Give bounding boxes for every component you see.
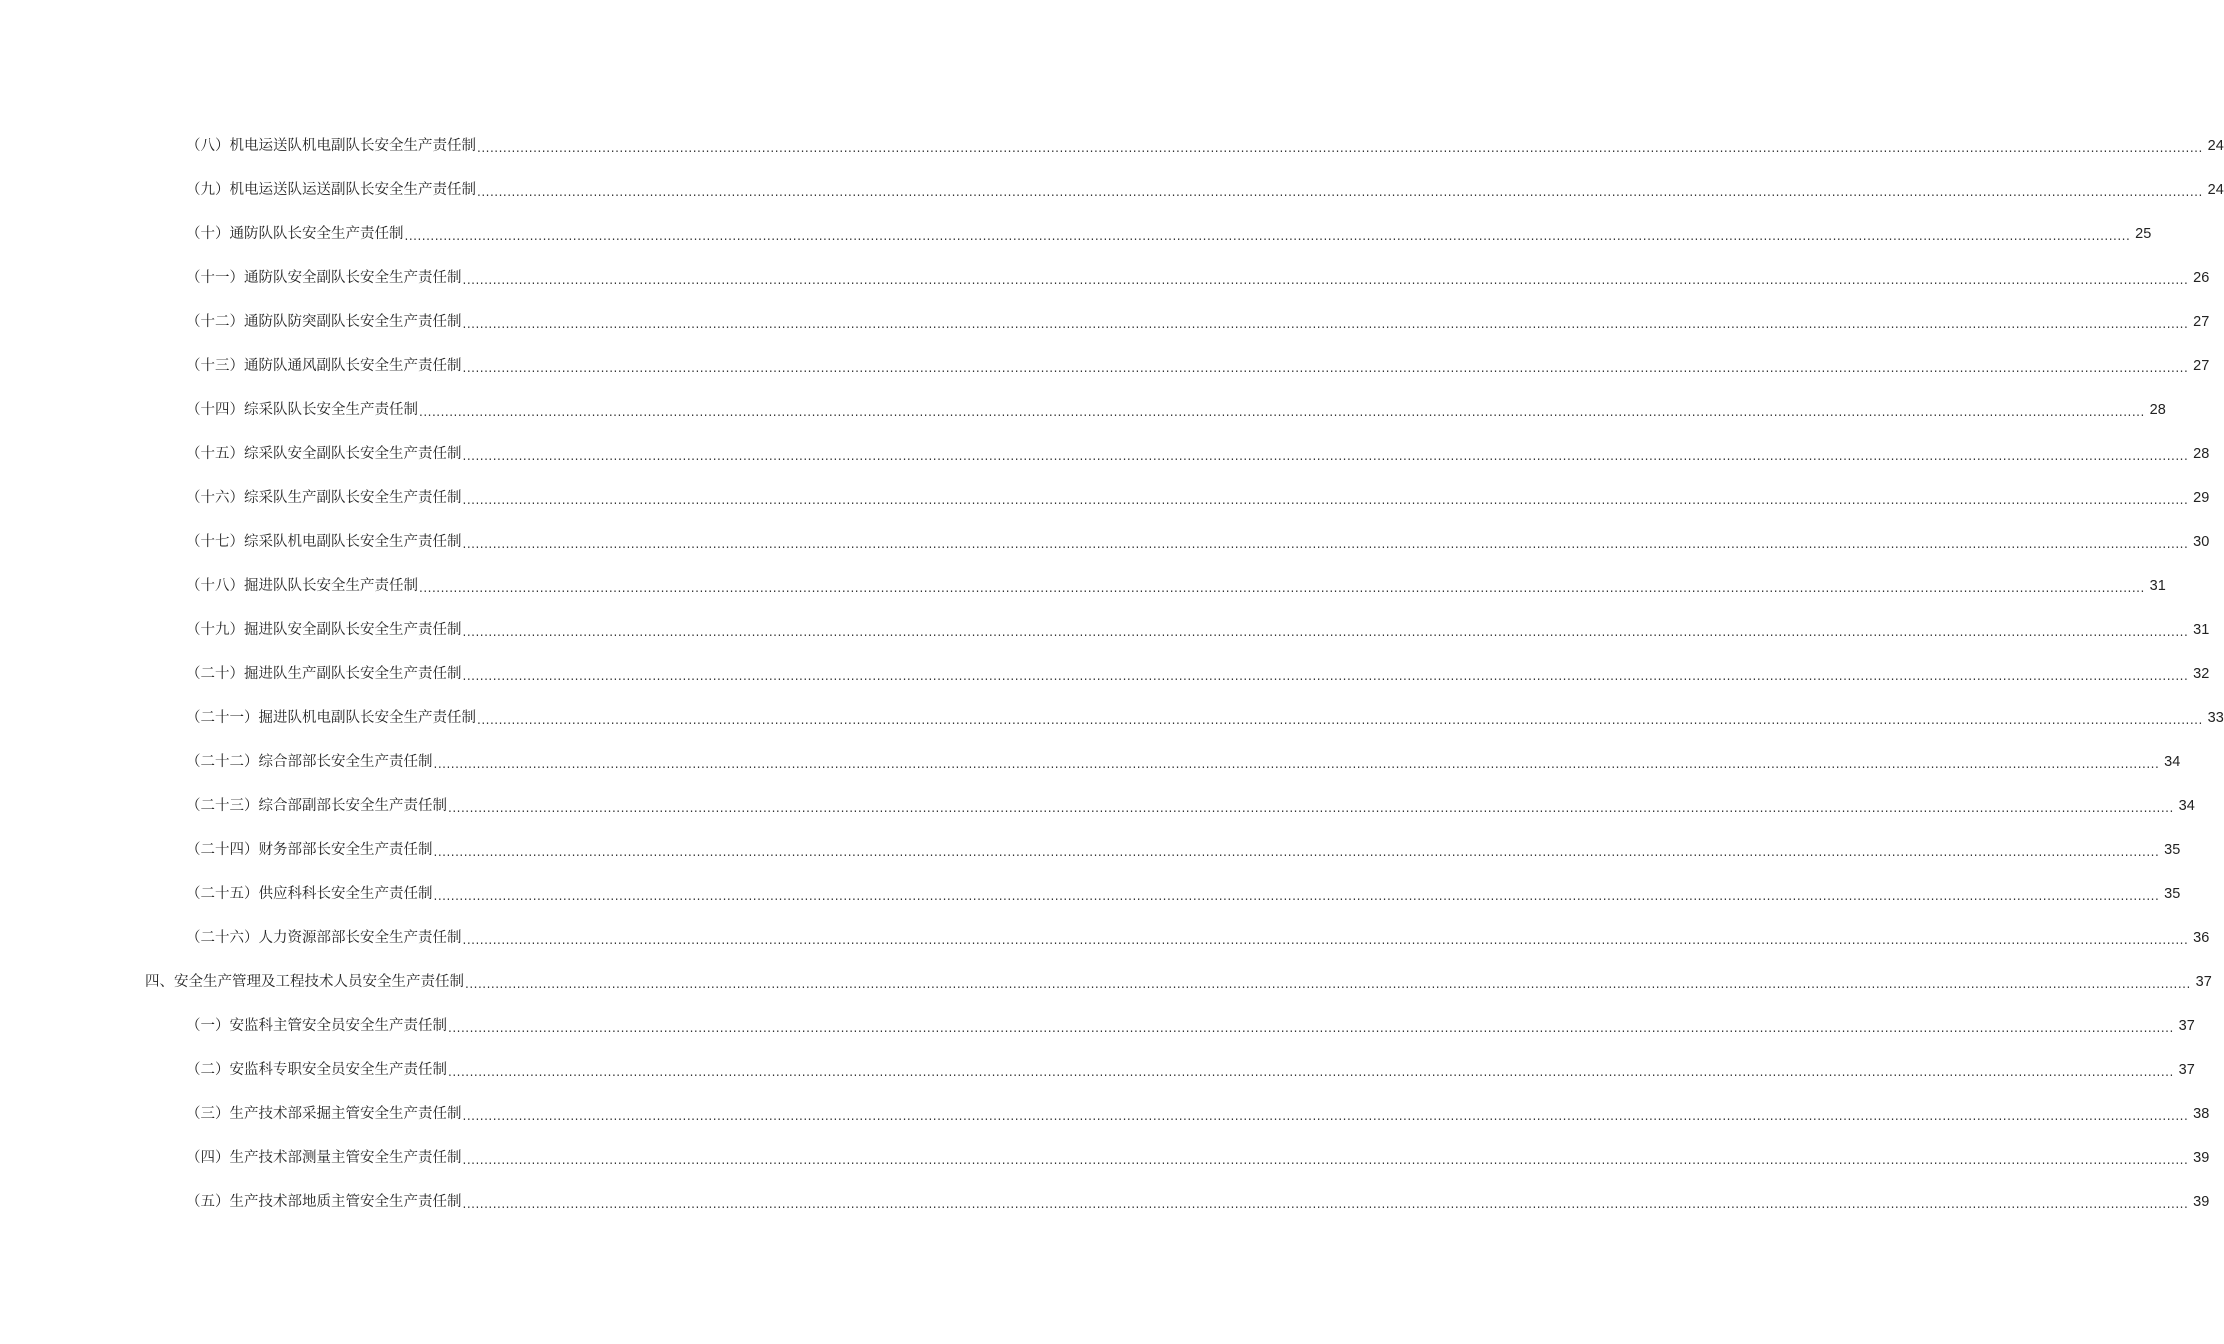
toc-dot-leader: ................................................................................................................................................................................................................................................................................................................................................................................................................ — [448, 1021, 2174, 1035]
toc-entry-title: （五）生产技术部地质主管安全生产责任制 — [186, 1194, 462, 1210]
toc-entry-title: （二十四）财务部部长安全生产责任制 — [186, 842, 433, 858]
toc-entry[interactable] — [0, 1093, 2210, 1137]
toc-entry-page-number: 38 — [2193, 1106, 2210, 1122]
toc-entry-title: （二十五）供应科科长安全生产责任制 — [186, 886, 433, 902]
toc-entry[interactable] — [0, 389, 2166, 433]
toc-entry-title: （十一）通防队安全副队长安全生产责任制 — [186, 270, 462, 286]
toc-entry-title: （一）安监科主管安全员安全生产责任制 — [186, 1018, 447, 1034]
toc-entry[interactable] — [0, 125, 2224, 169]
toc-entry-title: （十七）综采队机电副队长安全生产责任制 — [186, 534, 462, 550]
toc-dot-leader: ................................................................................................................................................................................................................................................................................................................................................................................................................ — [462, 1109, 2189, 1123]
toc-entry[interactable] — [0, 609, 2210, 653]
toc-dot-leader: ................................................................................................................................................................................................................................................................................................................................................................................................................ — [462, 537, 2189, 551]
toc-entry-page-number: 36 — [2193, 930, 2210, 946]
toc-dot-leader: ................................................................................................................................................................................................................................................................................................................................................................................................................ — [477, 185, 2203, 199]
toc-section-entry[interactable] — [0, 961, 2212, 1005]
toc-entry[interactable] — [0, 653, 2210, 697]
toc-entry-page-number: 30 — [2193, 534, 2210, 550]
toc-entry[interactable] — [0, 1005, 2195, 1049]
toc-entry-title: （八）机电运送队机电副队长安全生产责任制 — [186, 138, 476, 154]
toc-entry-page-number: 39 — [2193, 1194, 2210, 1210]
toc-dot-leader: ................................................................................................................................................................................................................................................................................................................................................................................................................ — [462, 361, 2189, 375]
toc-dot-leader: ................................................................................................................................................................................................................................................................................................................................................................................................................ — [462, 1153, 2189, 1167]
toc-entry-page-number: 37 — [2195, 974, 2212, 990]
table-of-contents — [0, 125, 2224, 1225]
toc-entry-page-number: 28 — [2193, 446, 2210, 462]
toc-entry-page-number: 28 — [2149, 402, 2166, 418]
toc-entry-page-number: 33 — [2207, 710, 2224, 726]
toc-dot-leader: ................................................................................................................................................................................................................................................................................................................................................................................................................ — [433, 845, 2160, 859]
toc-entry-page-number: 35 — [2164, 886, 2181, 902]
toc-entry-page-number: 29 — [2193, 490, 2210, 506]
toc-entry[interactable] — [0, 741, 2181, 785]
toc-entry[interactable] — [0, 829, 2181, 873]
toc-dot-leader: ................................................................................................................................................................................................................................................................................................................................................................................................................ — [477, 713, 2203, 727]
toc-dot-leader: ................................................................................................................................................................................................................................................................................................................................................................................................................ — [462, 317, 2189, 331]
toc-dot-leader: ................................................................................................................................................................................................................................................................................................................................................................................................................ — [462, 449, 2189, 463]
toc-dot-leader: ................................................................................................................................................................................................................................................................................................................................................................................................................ — [462, 669, 2189, 683]
toc-entry-title: （十九）掘进队安全副队长安全生产责任制 — [186, 622, 462, 638]
toc-entry[interactable] — [0, 477, 2210, 521]
toc-entry-title: （三）生产技术部采掘主管安全生产责任制 — [186, 1106, 462, 1122]
toc-dot-leader: ................................................................................................................................................................................................................................................................................................................................................................................................................ — [477, 141, 2203, 155]
toc-entry-title: （十二）通防队防突副队长安全生产责任制 — [186, 314, 462, 330]
toc-entry-title: （四）生产技术部测量主管安全生产责任制 — [186, 1150, 462, 1166]
toc-dot-leader: ................................................................................................................................................................................................................................................................................................................................................................................................................ — [462, 1197, 2189, 1211]
toc-entry-title: （二十三）综合部副部长安全生产责任制 — [186, 798, 447, 814]
toc-entry[interactable] — [0, 785, 2195, 829]
toc-entry[interactable] — [0, 565, 2166, 609]
toc-entry-title: 四、安全生产管理及工程技术人员安全生产责任制 — [145, 974, 464, 990]
toc-entry-page-number: 39 — [2193, 1150, 2210, 1166]
toc-dot-leader: ................................................................................................................................................................................................................................................................................................................................................................................................................ — [462, 493, 2189, 507]
toc-entry[interactable] — [0, 433, 2210, 477]
toc-dot-leader: ................................................................................................................................................................................................................................................................................................................................................................................................................ — [404, 229, 2131, 243]
toc-dot-leader: ................................................................................................................................................................................................................................................................................................................................................................................................................ — [462, 625, 2189, 639]
toc-entry-title: （二十二）综合部部长安全生产责任制 — [186, 754, 433, 770]
toc-dot-leader: ................................................................................................................................................................................................................................................................................................................................................................................................................ — [462, 273, 2189, 287]
toc-entry[interactable] — [0, 521, 2210, 565]
toc-entry-title: （十）通防队队长安全生产责任制 — [186, 226, 404, 242]
toc-entry-page-number: 25 — [2135, 226, 2152, 242]
toc-entry-page-number: 26 — [2193, 270, 2210, 286]
toc-dot-leader: ................................................................................................................................................................................................................................................................................................................................................................................................................ — [433, 889, 2160, 903]
toc-dot-leader: ................................................................................................................................................................................................................................................................................................................................................................................................................ — [433, 757, 2160, 771]
toc-dot-leader: ................................................................................................................................................................................................................................................................................................................................................................................................................ — [448, 801, 2174, 815]
toc-entry-title: （十八）掘进队队长安全生产责任制 — [186, 578, 418, 594]
toc-entry[interactable] — [0, 917, 2210, 961]
toc-dot-leader: ................................................................................................................................................................................................................................................................................................................................................................................................................ — [465, 977, 2191, 991]
toc-entry-title: （二十六）人力资源部部长安全生产责任制 — [186, 930, 462, 946]
toc-entry-title: （十五）综采队安全副队长安全生产责任制 — [186, 446, 462, 462]
toc-dot-leader: ................................................................................................................................................................................................................................................................................................................................................................................................................ — [462, 933, 2189, 947]
toc-entry-title: （九）机电运送队运送副队长安全生产责任制 — [186, 182, 476, 198]
toc-entry[interactable] — [0, 213, 2152, 257]
toc-dot-leader: ................................................................................................................................................................................................................................................................................................................................................................................................................ — [419, 405, 2145, 419]
toc-entry[interactable] — [0, 301, 2210, 345]
toc-entry-title: （十六）综采队生产副队长安全生产责任制 — [186, 490, 462, 506]
toc-entry-page-number: 37 — [2178, 1062, 2195, 1078]
toc-entry-page-number: 24 — [2207, 138, 2224, 154]
toc-entry-title: （十三）通防队通风副队长安全生产责任制 — [186, 358, 462, 374]
toc-entry[interactable] — [0, 169, 2224, 213]
toc-entry-page-number: 27 — [2193, 358, 2210, 374]
toc-entry-page-number: 34 — [2178, 798, 2195, 814]
toc-entry[interactable] — [0, 1049, 2195, 1093]
toc-entry-page-number: 31 — [2149, 578, 2166, 594]
toc-entry[interactable] — [0, 345, 2210, 389]
toc-entry-page-number: 34 — [2164, 754, 2181, 770]
toc-entry-page-number: 24 — [2207, 182, 2224, 198]
toc-entry-title: （二十一）掘进队机电副队长安全生产责任制 — [186, 710, 476, 726]
toc-entry[interactable] — [0, 1137, 2210, 1181]
toc-entry-page-number: 27 — [2193, 314, 2210, 330]
toc-entry[interactable] — [0, 1181, 2210, 1225]
toc-entry-page-number: 35 — [2164, 842, 2181, 858]
toc-entry[interactable] — [0, 873, 2181, 917]
toc-entry-title: （十四）综采队队长安全生产责任制 — [186, 402, 418, 418]
toc-entry-title: （二十）掘进队生产副队长安全生产责任制 — [186, 666, 462, 682]
toc-dot-leader: ................................................................................................................................................................................................................................................................................................................................................................................................................ — [419, 581, 2145, 595]
toc-entry[interactable] — [0, 257, 2210, 301]
toc-entry-page-number: 32 — [2193, 666, 2210, 682]
toc-entry-page-number: 37 — [2178, 1018, 2195, 1034]
toc-entry-page-number: 31 — [2193, 622, 2210, 638]
toc-entry[interactable] — [0, 697, 2224, 741]
toc-entry-title: （二）安监科专职安全员安全生产责任制 — [186, 1062, 447, 1078]
toc-dot-leader: ................................................................................................................................................................................................................................................................................................................................................................................................................ — [448, 1065, 2174, 1079]
